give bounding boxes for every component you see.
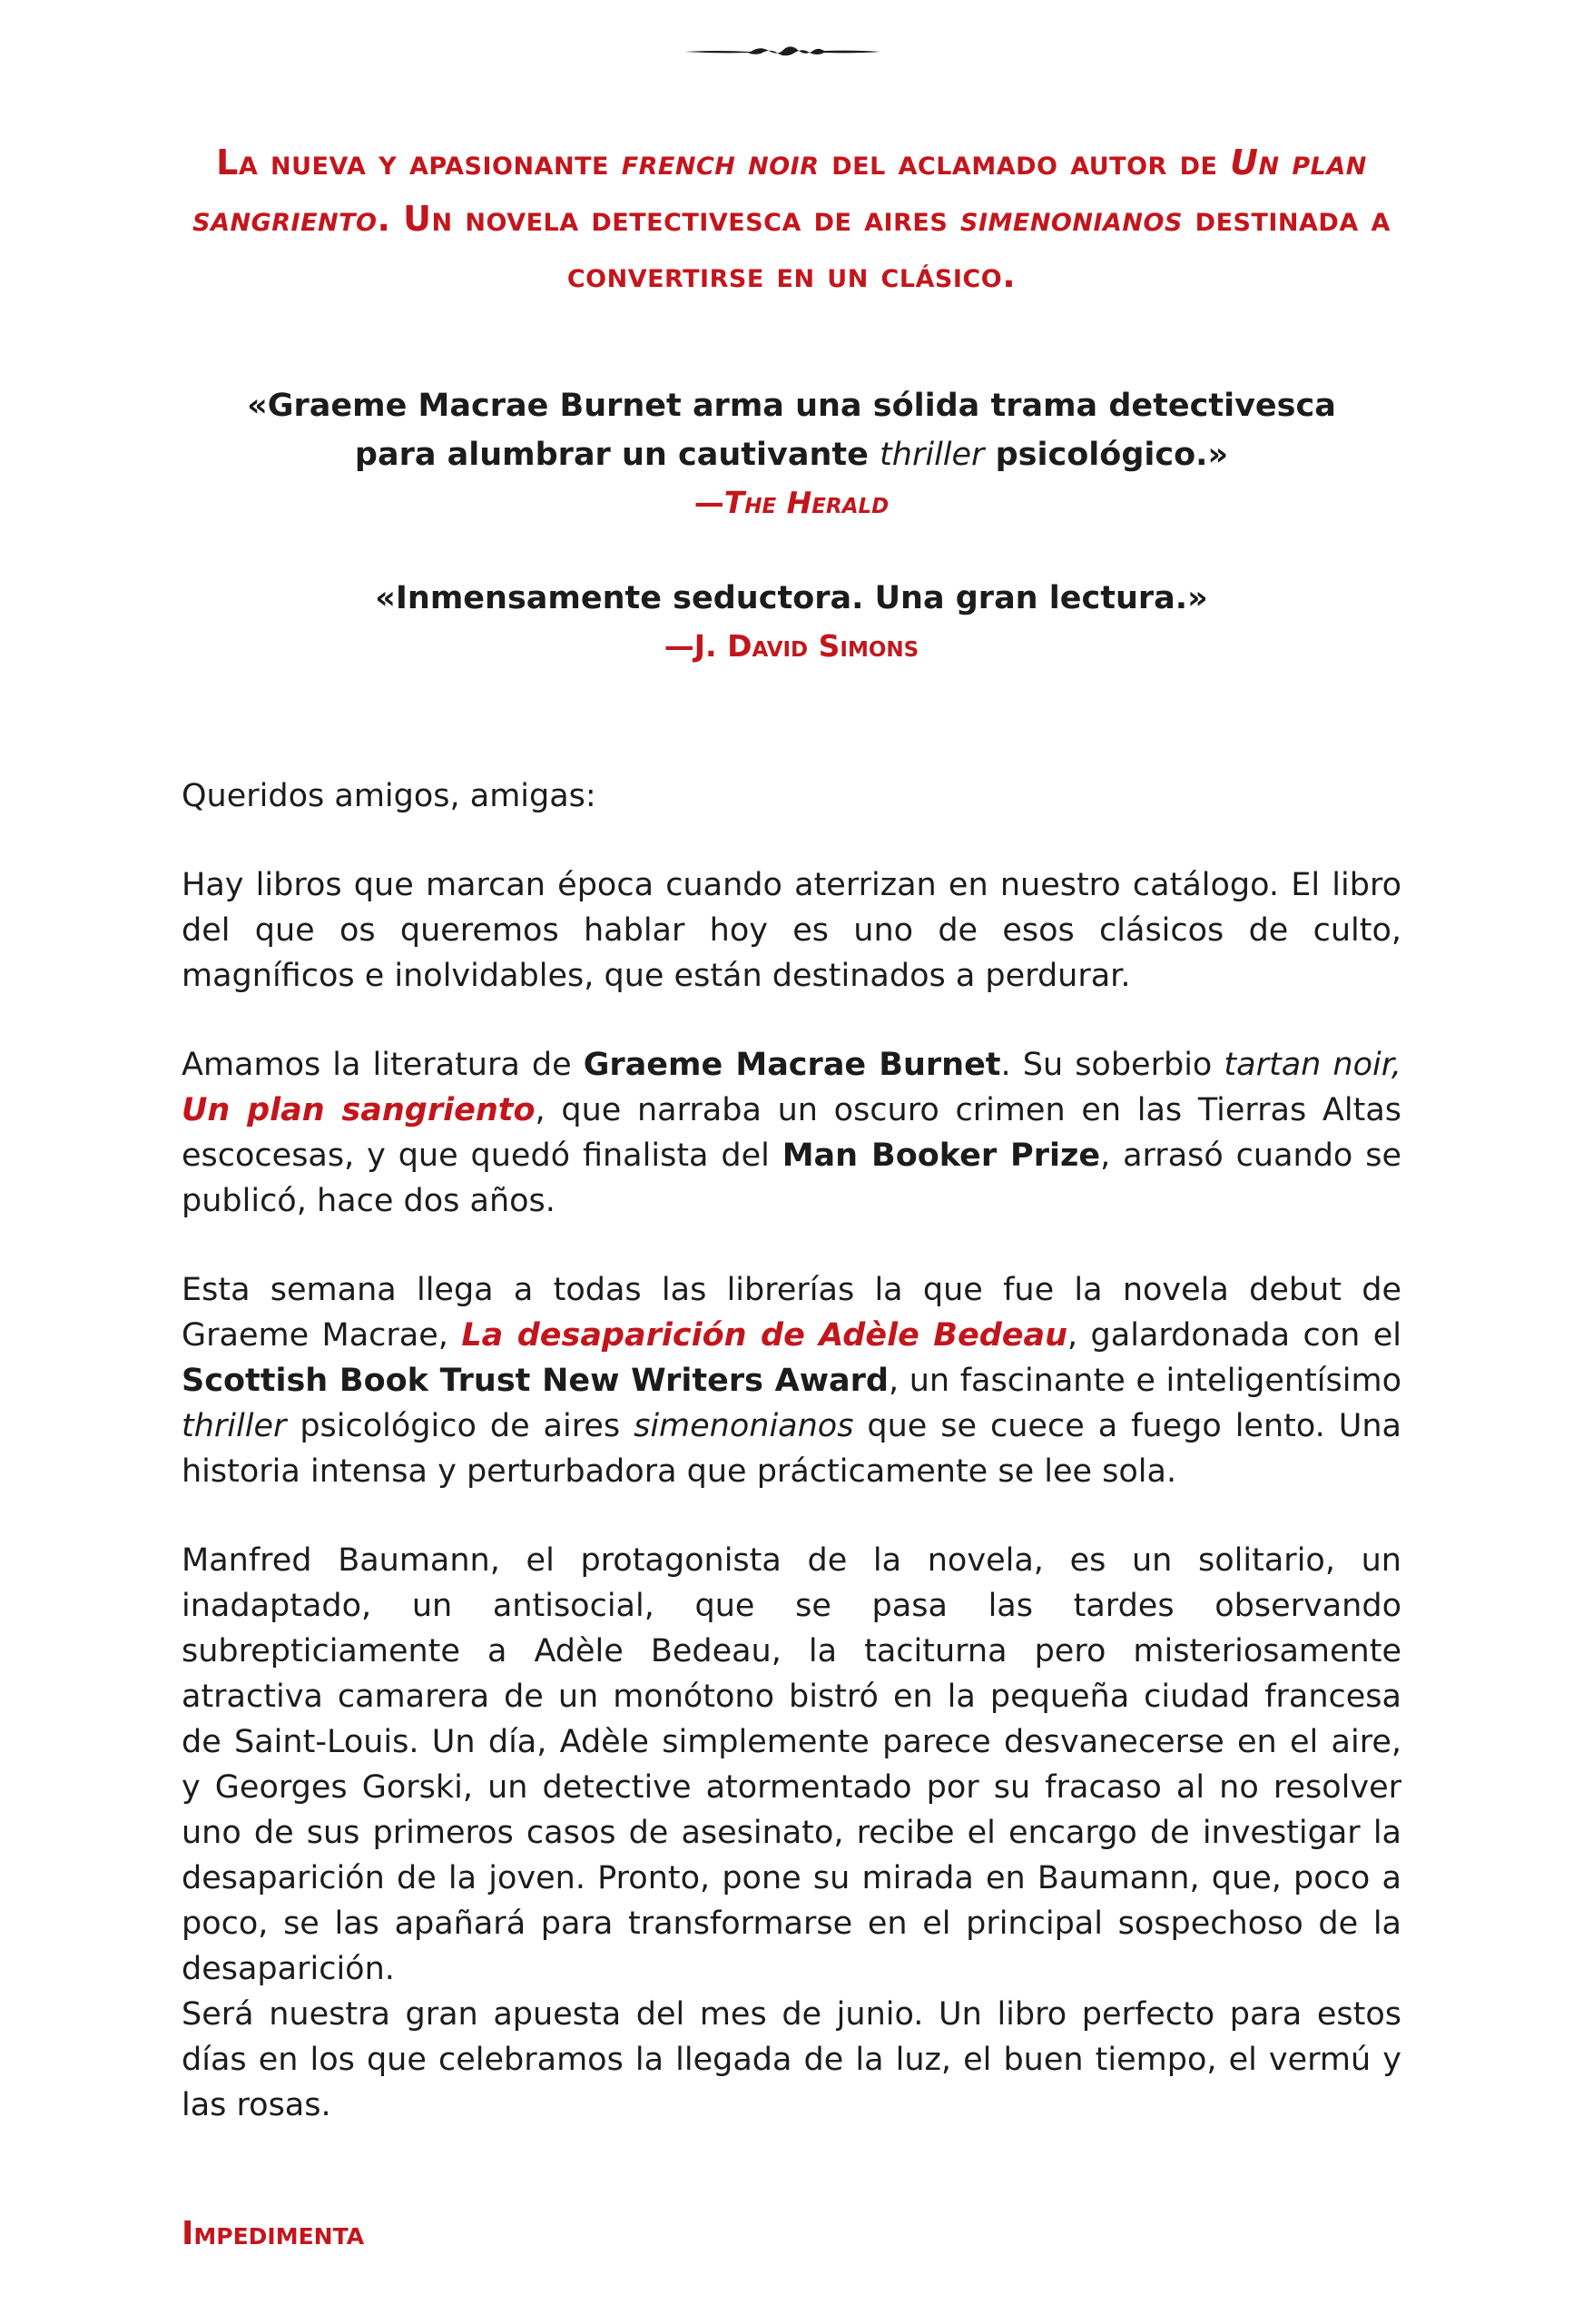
- paragraph-text: thriller: [182, 1408, 287, 1444]
- quote-line: psicológico.»: [984, 437, 1229, 473]
- quote-source-name: The Herald: [723, 485, 890, 520]
- letter-paragraph: [182, 1042, 1401, 1224]
- quote-text: «Inmensamente seductora. Una gran lectura.»: [375, 580, 1208, 616]
- quote-source: [136, 479, 1447, 527]
- award-name: Scottish Book Trust New Writers Award: [182, 1363, 889, 1399]
- letter-greeting: Queridos amigos, amigas:: [182, 778, 596, 814]
- headline-text: del aclamado autor de: [819, 143, 1231, 182]
- book-title: La desaparición de Adèle Bedeau: [461, 1317, 1068, 1354]
- book-title: Un plan sangriento: [182, 1092, 536, 1128]
- headline-text: simenonianos: [960, 199, 1183, 239]
- paragraph-text: , arrasó cuando se publicó, hace dos años.: [182, 1137, 1401, 1219]
- decorative-flourish-icon: [683, 40, 882, 64]
- quote-text: [136, 381, 1447, 479]
- review-quote: [136, 381, 1447, 527]
- headline: [136, 134, 1447, 303]
- prize-name: Man Booker Prize: [782, 1137, 1101, 1174]
- letter-paragraph: [182, 1267, 1401, 1494]
- letter-paragraph: Será nuestra gran apuesta del mes de junio. Un libro perfecto para estos días en los que celebramos la llegada de la luz, el buen tiempo, el vermú y las rosas.: [182, 1996, 1401, 2123]
- quote-source-dash: —: [693, 485, 724, 520]
- paragraph-text: tartan noir,: [1224, 1047, 1402, 1083]
- review-quote: [136, 574, 1447, 670]
- paragraph-text: que se cuece a fuego lento. Una historia intensa y perturbadora que prácticamente se lee sola.: [182, 1408, 1401, 1490]
- paragraph-text: psicológico de aires: [286, 1408, 634, 1444]
- paragraph-text: simenonianos: [634, 1408, 854, 1444]
- headline-text: . Un novela detectivesca de aires: [377, 199, 961, 239]
- quote-line: «Graeme Macrae Burnet arma una sólida trama detectivesca: [247, 388, 1336, 424]
- paragraph-text: , que narraba un oscuro crimen en las Tierras Altas escocesas, y que quedó finalista del: [182, 1092, 1401, 1174]
- headline-text: Un plan sangriento: [192, 143, 1367, 239]
- headline-text: french noir: [621, 143, 820, 182]
- author-name: Graeme Macrae Burnet: [583, 1047, 1001, 1083]
- letter-paragraph: Manfred Baumann, el protagonista de la novela, es un solitario, un inadaptado, un antisocial, que se pasa las tardes observando subrepticiamente a Adèle Bedeau, la taciturna pero misteriosamente atractiva camarera de un monótono bistró en la pequeña ciudad francesa de Saint-Louis. Un día, Adèle simplemente parece desvanecerse en el aire, y Georges Gorski, un detective atormentado por su fracaso al no resolver uno de sus primeros casos de asesinato, recibe el encargo de investigar la desaparición de la joven. Pronto, pone su mirada en Baumann, que, poco a poco, se las apañará para transformarse en el principal sospechoso de la desaparición.: [182, 1542, 1401, 1987]
- paragraph-text: Esta semana llega a todas las librerías la que fue la novela debut de Graeme Macrae,: [182, 1272, 1401, 1354]
- quote-line: thriller: [880, 437, 985, 473]
- paragraph-text: , galardonada con el: [1067, 1317, 1401, 1354]
- paragraph-text: , un fascinante e inteligentísimo: [888, 1363, 1401, 1399]
- paragraph-text: . Su soberbio: [1000, 1047, 1224, 1083]
- quote-line: para alumbrar un cautivante: [354, 437, 880, 473]
- headline-text: destinada a convertirse en un clásico.: [566, 199, 1391, 295]
- publisher-signature: Impedimenta: [182, 2215, 365, 2252]
- headline-text: La nueva y apasionante: [216, 143, 622, 182]
- quote-source: —J. David Simons: [664, 628, 919, 664]
- paragraph-text: Amamos la literatura de: [182, 1047, 584, 1083]
- letter-paragraph: Hay libros que marcan época cuando aterrizan en nuestro catálogo. El libro del que os queremos hablar hoy es uno de esos clásicos de culto, magníficos e inolvidables, que están destinados a perdurar.: [182, 867, 1401, 994]
